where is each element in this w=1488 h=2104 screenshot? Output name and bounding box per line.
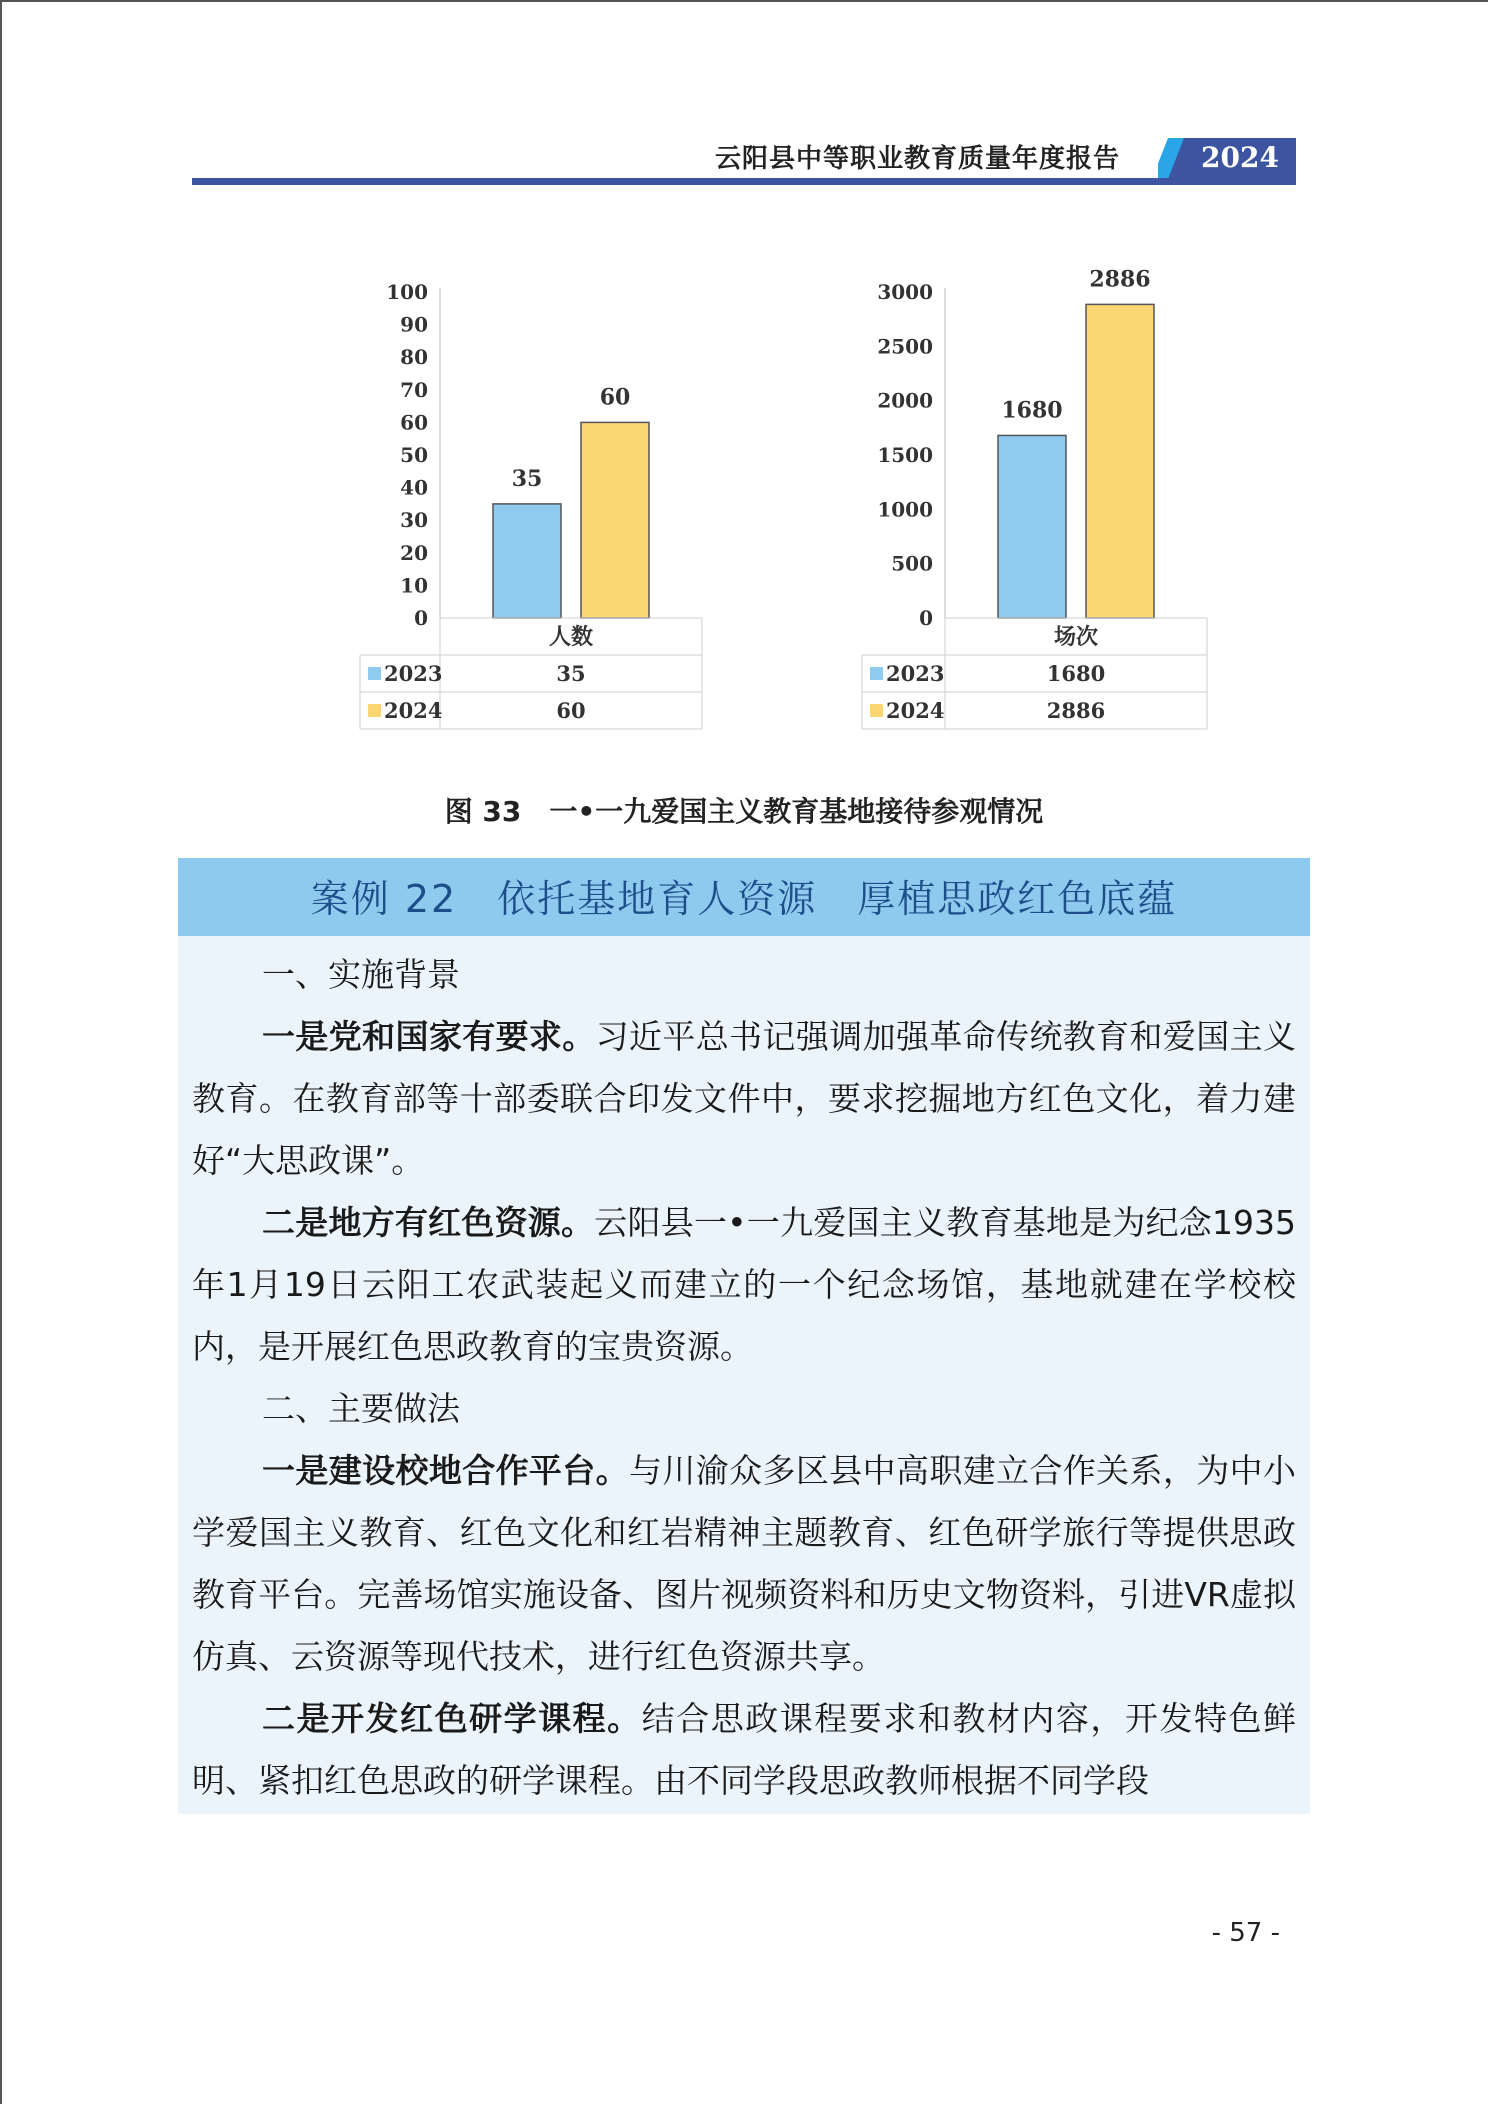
paragraph-4 [192, 1688, 1296, 1812]
section-heading-methods: 二、主要做法 [262, 1389, 460, 1428]
bar-value-label: 60 [599, 384, 631, 411]
bar-2023 [998, 435, 1066, 618]
legend-label: 2024 [384, 698, 443, 723]
bar-value-label: 2886 [1089, 266, 1151, 293]
category-label: 人数 [548, 624, 594, 650]
y-tick-label: 80 [400, 345, 428, 370]
y-tick-label: 60 [400, 410, 428, 435]
paragraph-1-text: 习近平总书记强调加强革命传统教育和爱国主义教育。在教育部等十部委联合印发文件中，要求挖掘地方红色文化，着力建好“大思政课”。 [192, 1017, 1297, 1180]
paragraph-3 [192, 1440, 1296, 1688]
y-tick-label: 3000 [877, 280, 933, 304]
y-tick-label: 2500 [877, 334, 933, 359]
y-tick-label: 2000 [877, 388, 933, 413]
y-tick-label: 50 [400, 443, 428, 467]
page-border-top [0, 0, 1488, 2]
legend-swatch-2023 [870, 667, 883, 680]
category-label: 场次 [1053, 624, 1099, 650]
legend-swatch-2024 [368, 704, 381, 717]
paragraph-4-text: 结合思政课程要求和教材内容，开发特色鲜明、紧扣红色思政的研学课程。由不同学段思政教师根据不同学段 [192, 1699, 1297, 1800]
table-value: 2886 [1046, 698, 1106, 723]
bar-2023 [493, 504, 561, 618]
header-rule [192, 178, 1296, 185]
y-tick-label: 10 [400, 573, 428, 598]
y-tick-label: 20 [400, 540, 428, 565]
y-tick-label: 100 [386, 280, 428, 304]
figure-33-charts [340, 260, 1240, 740]
bar-value-label: 1680 [1001, 397, 1063, 424]
legend-label: 2023 [384, 661, 443, 686]
y-tick-label: 1000 [877, 497, 933, 522]
paragraph-1 [192, 1006, 1296, 1192]
table-value: 60 [556, 698, 586, 723]
paragraph-2-lead: 二是地方有红色资源。 [262, 1203, 595, 1242]
paragraph-4-lead: 二是开发红色研学课程。 [262, 1699, 642, 1738]
y-tick-label: 0 [414, 606, 428, 630]
report-title: 云阳县中等职业教育质量年度报告 [714, 144, 1120, 174]
bar-2024 [1086, 304, 1154, 618]
y-tick-label: 1500 [877, 443, 933, 467]
bar-2024 [581, 422, 649, 618]
case-title: 案例 22 依托基地育人资源 厚植思政红色底蕴 [310, 877, 1178, 921]
legend-label: 2023 [886, 661, 945, 686]
paragraph-2 [192, 1192, 1296, 1378]
table-value: 35 [556, 661, 586, 686]
paragraph-2-text: 云阳县一•一九爱国主义教育基地是为纪念1935年1月19日云阳工农武装起义而建立的一个纪念场馆，基地就建在学校校内，是开展红色思政教育的宝贵资源。 [192, 1203, 1297, 1366]
paragraph-3-text: 与川渝众多区县中高职建立合作关系，为中小学爱国主义教育、红色文化和红岩精神主题教育、红色研学旅行等提供思政教育平台。完善场馆实施设备、图片视频资料和历史文物资料，引进VR虚拟仿真、云资源等现代技术，进行红色资源共享。 [192, 1451, 1297, 1676]
report-year: 2024 [1201, 141, 1279, 174]
y-tick-label: 500 [891, 551, 933, 576]
section-heading-background: 一、实施背景 [262, 955, 460, 994]
table-value: 1680 [1046, 661, 1106, 686]
y-tick-label: 70 [400, 377, 428, 402]
legend-label: 2024 [886, 698, 945, 723]
y-tick-label: 90 [400, 312, 428, 337]
y-tick-label: 40 [400, 475, 428, 500]
legend-swatch-2023 [368, 667, 381, 680]
bar-value-label: 35 [511, 465, 543, 492]
page-number: - 57 - [1211, 1918, 1280, 1948]
paragraph-3-lead: 一是建设校地合作平台。 [262, 1451, 630, 1490]
y-tick-label: 0 [919, 606, 933, 630]
paragraph-1-lead: 一是党和国家有要求。 [262, 1017, 596, 1056]
legend-swatch-2024 [870, 704, 883, 717]
y-tick-label: 30 [400, 508, 428, 533]
figure-caption: 图 33 一•一九爱国主义教育基地接待参观情况 [444, 795, 1044, 828]
page-border-left [0, 0, 2, 2104]
